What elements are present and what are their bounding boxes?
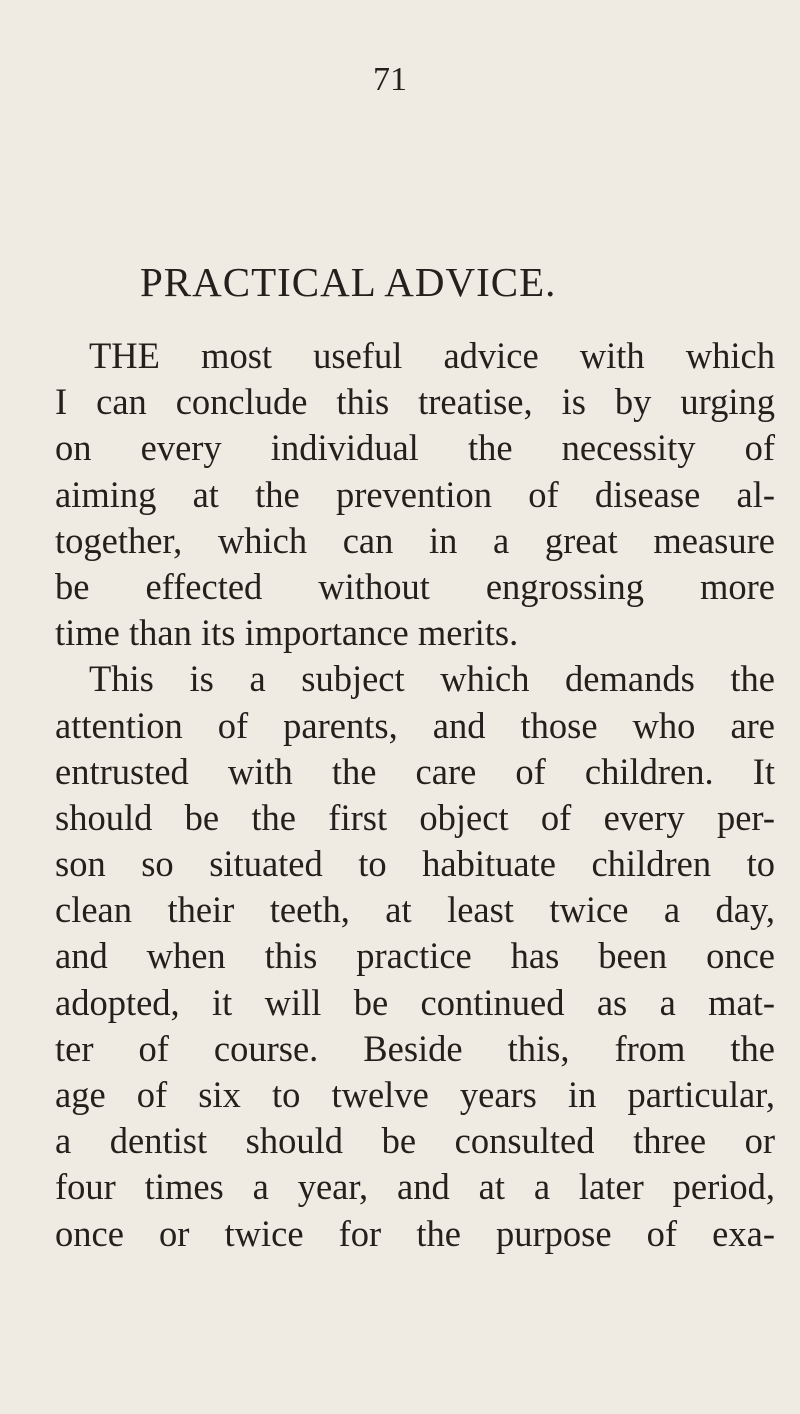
text-line: age of six to twelve years in particular, [55, 1074, 775, 1115]
text-line: adopted, it will be continued as a mat- [55, 981, 775, 1023]
text-line: be effected without engrossing more [55, 565, 775, 607]
text-line: aiming at the prevention of disease al- [55, 473, 775, 515]
text-line: THE most useful advice with which [89, 335, 775, 376]
page-number: 71 [373, 61, 407, 98]
text-line: a dentist should be consulted three or [55, 1120, 775, 1162]
text-line: ter of course. Beside this, from the [55, 1027, 775, 1069]
text-line: on every individual the necessity of [55, 427, 775, 469]
text-line: entrusted with the care of children. It [55, 750, 775, 792]
text-line: four times a year, and at a later period, [55, 1166, 775, 1208]
text-line: This is a subject which demands the [89, 658, 775, 700]
text-line: together, which can in a great measure [55, 519, 775, 561]
text-line: and when this practice has been once [55, 935, 775, 977]
text-line: attention of parents, and those who are [55, 704, 775, 746]
section-heading: PRACTICAL ADVICE. [140, 259, 557, 305]
text-line: once or twice for the purpose of exa- [55, 1212, 775, 1254]
body-text [55, 333, 775, 1257]
text-line: I can conclude this treatise, is by urging [55, 381, 775, 423]
text-line: son so situated to habituate children to [55, 843, 775, 885]
text-line: clean their teeth, at least twice a day, [55, 889, 775, 931]
text-line: should be the first object of every per- [55, 796, 775, 838]
text-line: time than its importance merits. [55, 612, 519, 654]
